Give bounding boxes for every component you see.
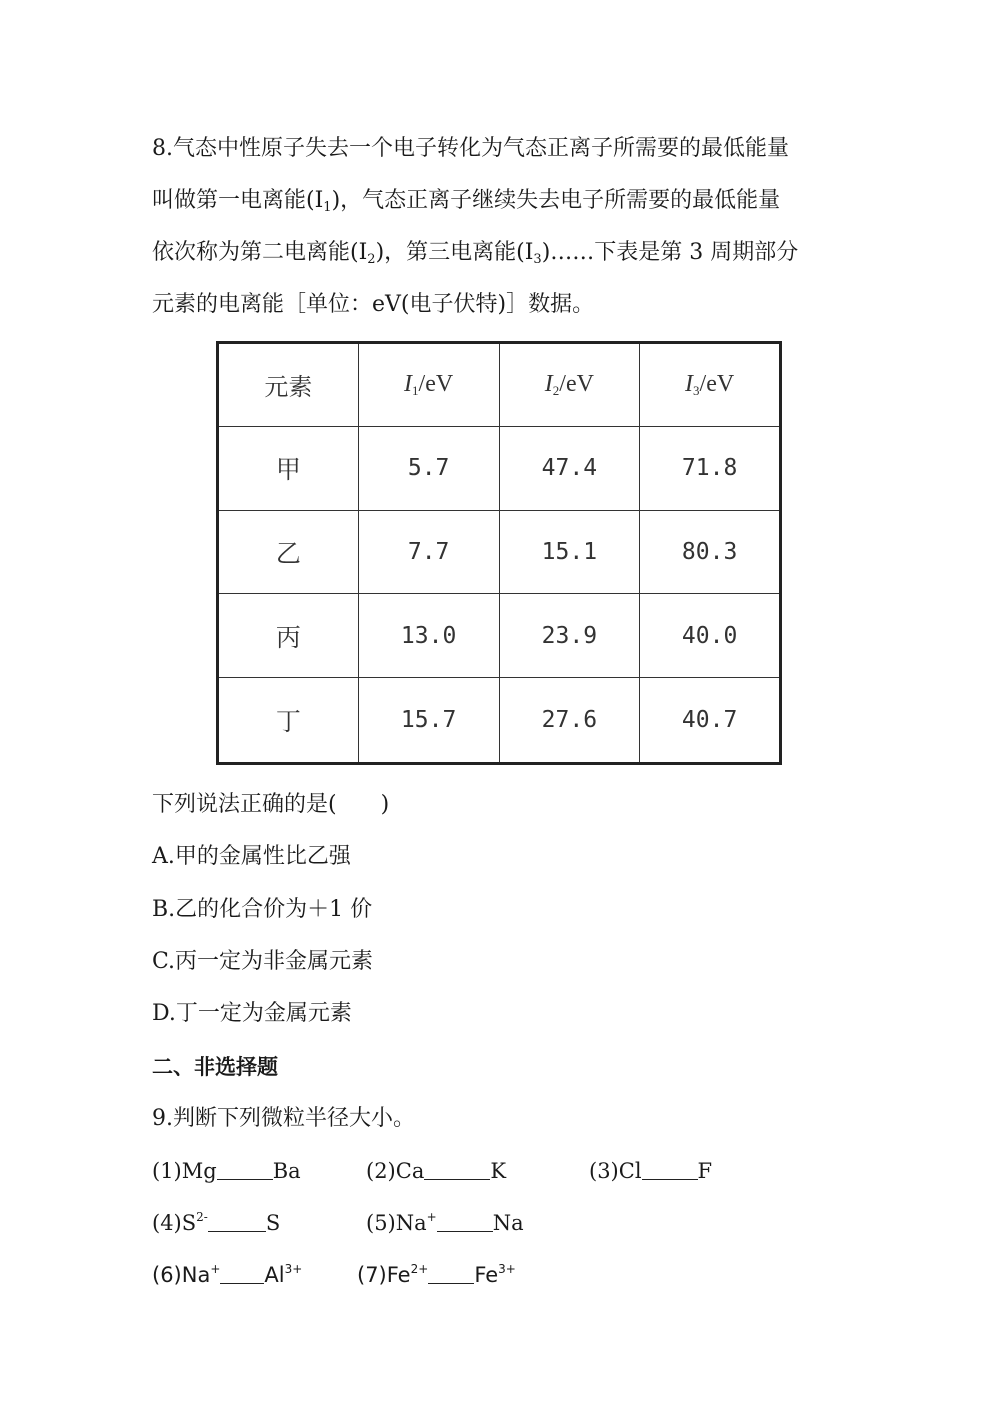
q8-line-4: 元素的电离能［单位：eV(电子伏特)］数据。 xyxy=(152,292,595,317)
header-i3-unit: /eV xyxy=(699,371,735,398)
option-a: A.甲的金属性比乙强 xyxy=(152,844,351,869)
ionization-energy-table xyxy=(216,341,782,765)
cell-i3: 40.7 xyxy=(640,678,781,764)
table-header-row xyxy=(218,343,781,427)
q9-item-5-left: (5)Na xyxy=(366,1211,427,1235)
q9-item-4-right: S xyxy=(265,1211,281,1235)
cell-i1: 13.0 xyxy=(358,594,499,678)
q9-item-4-left-charge: 2- xyxy=(196,1210,208,1224)
header-i1 xyxy=(358,343,499,427)
cell-i1: 7.7 xyxy=(358,510,499,594)
q8-line-3-b: )，第三电离能(I xyxy=(375,240,534,265)
cell-i2: 23.9 xyxy=(499,594,640,678)
q9-item-3-right: F xyxy=(697,1159,713,1183)
q9-item-6 xyxy=(152,1260,302,1290)
q8-line-1: 8.气态中性原子失去一个电子转化为气态正离子所需要的最低能量 xyxy=(152,136,789,161)
header-i2 xyxy=(499,343,640,427)
table-row xyxy=(218,594,781,678)
q9-item-6-left-charge: + xyxy=(210,1262,221,1276)
header-i3-symbol: I xyxy=(685,371,694,398)
cell-i2: 15.1 xyxy=(499,510,640,594)
q8-line-3-c: )……下表是第 3 周期部分 xyxy=(541,240,799,265)
table-row xyxy=(218,510,781,594)
header-i2-unit: /eV xyxy=(559,371,594,398)
answer-blank[interactable] xyxy=(208,1211,266,1232)
header-i2-sub: 2 xyxy=(552,383,560,399)
q9-item-5 xyxy=(366,1208,524,1238)
cell-element: 丁 xyxy=(218,678,359,764)
answer-blank[interactable] xyxy=(424,1159,490,1180)
cell-element: 乙 xyxy=(218,510,359,594)
q8-line-2 xyxy=(152,186,780,216)
q9-item-5-left-charge: + xyxy=(426,1210,437,1224)
option-b: B.乙的化合价为＋1 价 xyxy=(152,897,373,922)
q9-item-6-right: Al xyxy=(264,1263,285,1287)
section-title: 二、非选择题 xyxy=(152,1055,278,1079)
cell-i1: 5.7 xyxy=(358,426,499,510)
q8-line-3 xyxy=(152,238,798,268)
cell-element: 甲 xyxy=(218,426,359,510)
q8-line-2-b: )，气态正离子继续失去电子所需要的最低能量 xyxy=(331,188,781,213)
q8-line-3-a: 依次称为第二电离能(I xyxy=(152,240,368,265)
q8-line-2-sub: 1 xyxy=(323,200,332,215)
table-row xyxy=(218,426,781,510)
cell-i3: 40.0 xyxy=(640,594,781,678)
cell-i1: 15.7 xyxy=(358,678,499,764)
option-d: D.丁一定为金属元素 xyxy=(152,1001,352,1026)
answer-blank[interactable] xyxy=(217,1159,273,1180)
header-i3-sub: 3 xyxy=(693,383,700,399)
header-element: 元素 xyxy=(218,343,359,427)
q9-item-1-left: (1)Mg xyxy=(152,1159,217,1183)
header-i1-symbol: I xyxy=(404,371,413,398)
answer-blank[interactable] xyxy=(642,1159,698,1180)
answer-blank[interactable] xyxy=(428,1263,474,1284)
q8-line-3-sub1: 2 xyxy=(367,252,376,267)
q9-item-4-left: (4)S xyxy=(152,1211,197,1235)
q9-item-7 xyxy=(357,1260,516,1290)
cell-i3: 71.8 xyxy=(640,426,781,510)
q8-line-2-a: 叫做第一电离能(I xyxy=(152,188,324,213)
q9-item-5-right: Na xyxy=(492,1211,524,1235)
cell-i2: 27.6 xyxy=(499,678,640,764)
answer-blank[interactable] xyxy=(220,1263,264,1284)
table-row xyxy=(218,678,781,764)
q9-item-2-left: (2)Ca xyxy=(366,1159,425,1183)
header-i1-sub: 1 xyxy=(412,383,419,399)
q8-prompt: 下列说法正确的是( ) xyxy=(152,792,390,817)
q9-item-7-right-charge: 3+ xyxy=(498,1262,516,1276)
q8-line-3-sub2: 3 xyxy=(533,252,542,267)
cell-element: 丙 xyxy=(218,594,359,678)
header-i3 xyxy=(640,343,781,427)
q9-item-1 xyxy=(152,1156,301,1186)
q9-item-2-right: K xyxy=(490,1159,507,1183)
q9-item-7-right: Fe xyxy=(474,1263,499,1287)
header-i1-unit: /eV xyxy=(418,371,454,398)
q9-item-4 xyxy=(152,1208,280,1238)
q9-item-1-right: Ba xyxy=(272,1159,301,1183)
q9-item-6-right-charge: 3+ xyxy=(284,1262,303,1276)
header-i2-symbol: I xyxy=(544,371,553,398)
q9-stem: 9.判断下列微粒半径大小。 xyxy=(152,1106,415,1131)
q9-item-6-left: (6)Na xyxy=(152,1263,211,1287)
q9-item-7-left: (7)Fe xyxy=(357,1263,411,1287)
cell-i2: 47.4 xyxy=(499,426,640,510)
q9-item-3-left: (3)Cl xyxy=(589,1159,642,1183)
q9-item-2 xyxy=(366,1156,506,1186)
cell-i3: 80.3 xyxy=(640,510,781,594)
answer-blank[interactable] xyxy=(437,1211,493,1232)
q9-item-3 xyxy=(589,1156,712,1186)
option-c: C.丙一定为非金属元素 xyxy=(152,949,374,974)
q9-item-7-left-charge: 2+ xyxy=(410,1262,429,1276)
